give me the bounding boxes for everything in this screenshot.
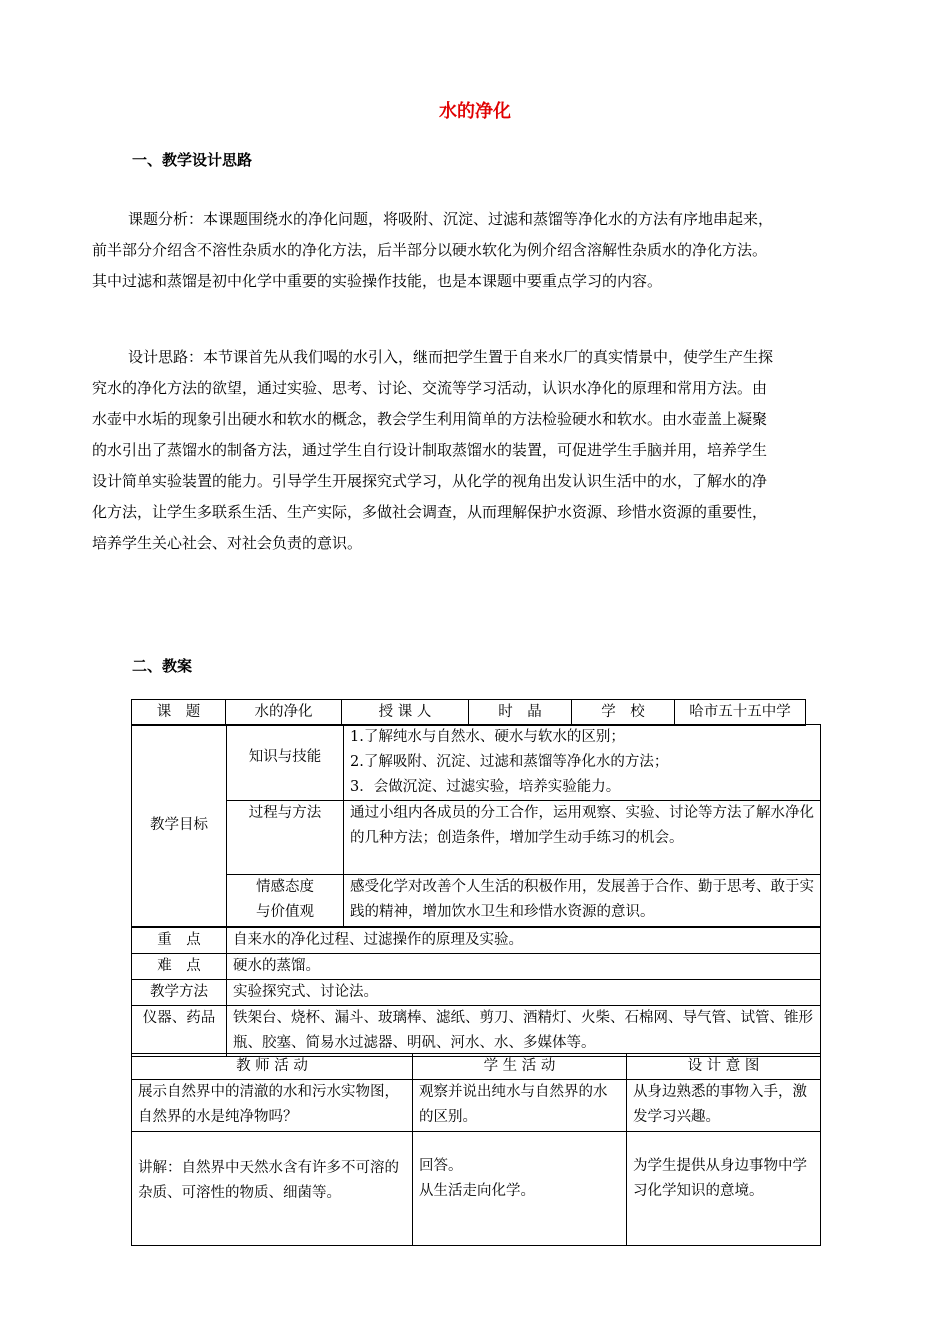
table-row — [132, 1080, 821, 1132]
student-activity-line: 回答。 — [419, 1158, 463, 1174]
key-content: 自来水的净化过程、过滤操作的原理及实验。 — [227, 928, 821, 954]
activity-header-intent: 设 计 意 图 — [627, 1054, 821, 1080]
student-activity — [413, 1132, 627, 1246]
topic-value: 水的净化 — [226, 700, 342, 726]
knowledge-item: 2.了解吸附、沉淀、过滤和蒸馏等净化水的方法； — [350, 754, 669, 770]
knowledge-item: 3．会做沉淀、过滤实验，培养实验能力。 — [350, 779, 621, 795]
emotion-label-line: 情感态度 — [256, 879, 314, 895]
key-label: 重 点 — [132, 928, 227, 954]
section-heading-lesson-plan: 二、教案 — [132, 657, 193, 675]
teacher-activity: 展示自然界中的清澈的水和污水实物图，自然界的水是纯净物吗？ — [132, 1080, 413, 1132]
knowledge-content — [344, 725, 821, 801]
paragraph-line: 设计思路：本节课首先从我们喝的水引入，继而把学生置于自来水厂的真实情景中，使学生产生探 — [128, 348, 774, 366]
paragraph-line: 究水的净化方法的欲望，通过实验、思考、讨论、交流等学习活动，认识水净化的原理和常用方法。由 — [92, 379, 768, 397]
summary-table — [131, 927, 821, 1057]
design-intent: 为学生提供从身边事物中学习化学知识的意境。 — [627, 1132, 821, 1246]
difficulty-label: 难 点 — [132, 954, 227, 980]
activity-header-teacher: 教 师 活 动 — [132, 1054, 413, 1080]
goals-label: 教学目标 — [132, 725, 227, 927]
paragraph-topic-analysis — [92, 204, 852, 297]
school-label: 学 校 — [572, 700, 675, 726]
equipment-label: 仪器、药品 — [132, 1006, 227, 1057]
section-heading-design: 一、教学设计思路 — [132, 151, 253, 169]
design-intent: 从身边熟悉的事物入手，激发学习兴趣。 — [627, 1080, 821, 1132]
paragraph-line: 课题分析：本课题围绕水的净化问题，将吸附、沉淀、过滤和蒸馏等净化水的方法有序地串起来， — [128, 210, 774, 228]
lesson-header-table — [131, 699, 806, 726]
table-row — [132, 1132, 821, 1246]
activity-header-student: 学 生 活 动 — [413, 1054, 627, 1080]
paragraph-line: 设计简单实验装置的能力。引导学生开展探究式学习，从化学的视角出发认识生活中的水，了解水的净 — [92, 472, 768, 490]
student-activity: 观察并说出纯水与自然界的水的区别。 — [413, 1080, 627, 1132]
method-content: 实验探究式、讨论法。 — [227, 980, 821, 1006]
emotion-label — [227, 875, 344, 927]
page-title: 水的净化 — [439, 101, 511, 122]
topic-label: 课 题 — [132, 700, 226, 726]
equipment-content: 铁架台、烧杯、漏斗、玻璃棒、滤纸、剪刀、酒精灯、火柴、石棉网、导气管、试管、锥形瓶、胶塞、简易水过滤器、明矾、河水、水、多媒体等。 — [227, 1006, 821, 1057]
paragraph-line: 的水引出了蒸馏水的制备方法，通过学生自行设计制取蒸馏水的装置，可促进学生手脑并用，培养学生 — [92, 441, 768, 459]
school-value: 哈市五十五中学 — [675, 700, 806, 726]
paragraph-line: 水壶中水垢的现象引出硬水和软水的概念，教会学生利用简单的方法检验硬水和软水。由水壶盖上凝聚 — [92, 410, 768, 428]
teacher-activity: 讲解：自然界中天然水含有许多不可溶的杂质、可溶性的物质、细菌等。 — [132, 1132, 413, 1246]
student-activity-line: 从生活走向化学。 — [419, 1183, 535, 1199]
paragraph-line: 化方法，让学生多联系生活、生产实际，多做社会调查，从而理解保护水资源、珍惜水资源的重要性， — [92, 503, 768, 521]
process-content: 通过小组内各成员的分工合作，运用观察、实验、讨论等方法了解水净化的几种方法；创造条件，增加学生动手练习的机会。 — [344, 801, 821, 875]
emotion-content: 感受化学对改善个人生活的积极作用，发展善于合作、勤于思考、敢于实践的精神，增加饮水卫生和珍惜水资源的意识。 — [344, 875, 821, 927]
teacher-label: 授 课 人 — [342, 700, 469, 726]
knowledge-label: 知识与技能 — [227, 725, 344, 801]
paragraph-line: 其中过滤和蒸馏是初中化学中重要的实验操作技能，也是本课题中要重点学习的内容。 — [92, 272, 663, 290]
process-label: 过程与方法 — [227, 801, 344, 875]
emotion-label-line: 与价值观 — [256, 904, 314, 920]
method-label: 教学方法 — [132, 980, 227, 1006]
knowledge-item: 1.了解纯水与自然水、硬水与软水的区别； — [350, 729, 625, 745]
teacher-name: 时 晶 — [469, 700, 572, 726]
difficulty-content: 硬水的蒸馏。 — [227, 954, 821, 980]
goals-table — [131, 724, 821, 927]
activity-table — [131, 1053, 821, 1246]
paragraph-design-idea — [92, 342, 852, 559]
paragraph-line: 培养学生关心社会、对社会负责的意识。 — [92, 534, 363, 552]
paragraph-line: 前半部分介绍含不溶性杂质水的净化方法，后半部分以硬水软化为例介绍含溶解性杂质水的净化方法。 — [92, 241, 768, 259]
